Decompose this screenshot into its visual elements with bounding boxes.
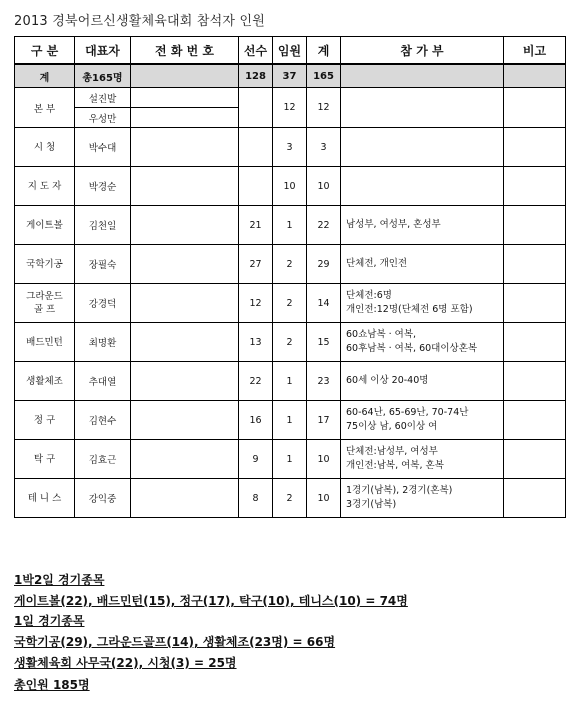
row-note <box>504 245 566 284</box>
row-rep: 박수대 <box>75 128 131 167</box>
header-sum: 계 <box>307 37 341 65</box>
row-division <box>341 362 504 401</box>
row-phone <box>131 128 239 167</box>
row-note <box>504 128 566 167</box>
division-line-1: 60세 이상 20-40명 <box>346 375 429 386</box>
division-line-1: 60쇼남복 · 여복, <box>346 329 417 340</box>
row-sum: 10 <box>307 167 341 206</box>
row-rep: 김현수 <box>75 401 131 440</box>
row-rep: 김효근 <box>75 440 131 479</box>
bonbu-label: 본 부 <box>15 88 75 128</box>
row-phone <box>131 440 239 479</box>
table-row <box>15 284 566 323</box>
header-players: 선수 <box>239 37 273 65</box>
row-note <box>504 323 566 362</box>
division-line-1: 60-64난, 65-69난, 70-74난 <box>346 407 469 418</box>
row-division <box>341 323 504 362</box>
row-label: 그라운드 골 프 <box>15 284 75 323</box>
table-row <box>15 401 566 440</box>
division-line-2: 3경기(남복) <box>346 499 397 510</box>
row-label: 배드민턴 <box>15 323 75 362</box>
row-players: 13 <box>239 323 273 362</box>
bonbu-staff: 12 <box>273 88 307 128</box>
division-line-2: 개인전:남복, 여복, 혼복 <box>346 460 444 471</box>
row-sum: 17 <box>307 401 341 440</box>
row-label: 시 청 <box>15 128 75 167</box>
row-sum: 14 <box>307 284 341 323</box>
row-players: 21 <box>239 206 273 245</box>
row-division <box>341 440 504 479</box>
row-phone <box>131 206 239 245</box>
header-row <box>15 37 566 65</box>
row-sum: 3 <box>307 128 341 167</box>
row-phone <box>131 245 239 284</box>
table-row <box>15 245 566 284</box>
bonbu-players <box>239 88 273 128</box>
row-phone <box>131 362 239 401</box>
table-row <box>15 167 566 206</box>
row-players <box>239 167 273 206</box>
row-rep: 강경덕 <box>75 284 131 323</box>
row-phone <box>131 479 239 518</box>
row-division <box>341 128 504 167</box>
row-note <box>504 206 566 245</box>
row-division <box>341 206 504 245</box>
row-label: 게이트볼 <box>15 206 75 245</box>
row-label: 테 니 스 <box>15 479 75 518</box>
row-phone <box>131 401 239 440</box>
total-sum: 165 <box>307 64 341 88</box>
table-row <box>15 479 566 518</box>
division-line-1: 남성부, 여성부, 혼성부 <box>346 219 441 230</box>
document-title: 2013 경북어르신생활체육대회 참석자 인원 <box>14 14 266 29</box>
row-rep: 박경순 <box>75 167 131 206</box>
bonbu-rep-2: 우성만 <box>75 108 131 128</box>
row-division <box>341 479 504 518</box>
row-label: 생활체조 <box>15 362 75 401</box>
table-row <box>15 362 566 401</box>
row-note <box>504 479 566 518</box>
row-players: 9 <box>239 440 273 479</box>
row-players: 22 <box>239 362 273 401</box>
header-representative: 대표자 <box>75 37 131 65</box>
division-line-1: 단체전, 개인전 <box>346 258 408 269</box>
row-note <box>504 362 566 401</box>
row-rep: 최명환 <box>75 323 131 362</box>
division-line-1: 단체전:남성부, 여성부 <box>346 446 438 457</box>
table-row <box>15 323 566 362</box>
division-line-2: 개인전:12명(단체전 6명 포함) <box>346 304 473 315</box>
header-staff: 임원 <box>273 37 307 65</box>
header-phone: 전 화 번 호 <box>131 37 239 65</box>
summary-line: 1일 경기종목 <box>14 614 85 628</box>
bonbu-rep-1: 설진발 <box>75 88 131 108</box>
row-sum: 10 <box>307 479 341 518</box>
row-sum: 10 <box>307 440 341 479</box>
table-row <box>15 440 566 479</box>
bonbu-note <box>504 88 566 128</box>
row-staff: 2 <box>273 284 307 323</box>
division-line-1: 1경기(남복), 2경기(혼복) <box>346 485 453 496</box>
division-line-2: 60후남복 · 여복, 60대이상혼복 <box>346 343 478 354</box>
table-row <box>15 206 566 245</box>
header-note: 비고 <box>504 37 566 65</box>
bonbu-sum: 12 <box>307 88 341 128</box>
row-rep: 추대열 <box>75 362 131 401</box>
row-staff: 10 <box>273 167 307 206</box>
row-label: 국학기공 <box>15 245 75 284</box>
row-rep: 강익중 <box>75 479 131 518</box>
row-label: 탁 구 <box>15 440 75 479</box>
row-players: 16 <box>239 401 273 440</box>
total-note <box>504 64 566 88</box>
row-players: 12 <box>239 284 273 323</box>
row-note <box>504 401 566 440</box>
bonbu-phone-1 <box>131 88 239 108</box>
bonbu-division <box>341 88 504 128</box>
bonbu-row-1 <box>15 88 566 108</box>
row-division <box>341 401 504 440</box>
row-note <box>504 440 566 479</box>
row-division <box>341 245 504 284</box>
data-rows <box>15 128 566 518</box>
summary-line: 총인원 185명 <box>14 678 90 692</box>
row-phone <box>131 284 239 323</box>
row-note <box>504 284 566 323</box>
row-players <box>239 128 273 167</box>
division-line-1: 단체전:6명 <box>346 290 392 301</box>
total-phone <box>131 64 239 88</box>
summary-line: 1박2일 경기종목 <box>14 573 105 587</box>
total-division <box>341 64 504 88</box>
row-label: 지 도 자 <box>15 167 75 206</box>
row-sum: 15 <box>307 323 341 362</box>
summary-line: 국학기공(29), 그라운드골프(14), 생활체조(23명) = 66명 <box>14 635 336 649</box>
total-staff: 37 <box>273 64 307 88</box>
total-rep: 총165명 <box>75 64 131 88</box>
total-label: 계 <box>15 64 75 88</box>
row-staff: 3 <box>273 128 307 167</box>
row-staff: 1 <box>273 362 307 401</box>
row-staff: 2 <box>273 479 307 518</box>
bonbu-phone-2 <box>131 108 239 128</box>
row-sum: 23 <box>307 362 341 401</box>
total-players: 128 <box>239 64 273 88</box>
participants-table <box>14 36 566 518</box>
row-sum: 29 <box>307 245 341 284</box>
row-staff: 2 <box>273 323 307 362</box>
row-note <box>504 167 566 206</box>
row-staff: 2 <box>273 245 307 284</box>
row-label: 정 구 <box>15 401 75 440</box>
header-division: 참 가 부 <box>341 37 504 65</box>
division-line-2: 75이상 남, 60이상 여 <box>346 421 438 432</box>
summary-line: 생활체육회 사무국(22), 시청(3) = 25명 <box>14 656 237 670</box>
row-rep: 장필숙 <box>75 245 131 284</box>
header-category: 구 분 <box>15 37 75 65</box>
row-phone <box>131 167 239 206</box>
row-phone <box>131 323 239 362</box>
row-division <box>341 167 504 206</box>
row-players: 8 <box>239 479 273 518</box>
table-row <box>15 128 566 167</box>
row-rep: 김천일 <box>75 206 131 245</box>
total-row <box>15 64 566 88</box>
row-division <box>341 284 504 323</box>
row-sum: 22 <box>307 206 341 245</box>
summary-line: 게이트볼(22), 배드민턴(15), 정구(17), 탁구(10), 테니스(10) = 74명 <box>14 594 408 608</box>
row-staff: 1 <box>273 206 307 245</box>
row-staff: 1 <box>273 401 307 440</box>
row-players: 27 <box>239 245 273 284</box>
row-staff: 1 <box>273 440 307 479</box>
